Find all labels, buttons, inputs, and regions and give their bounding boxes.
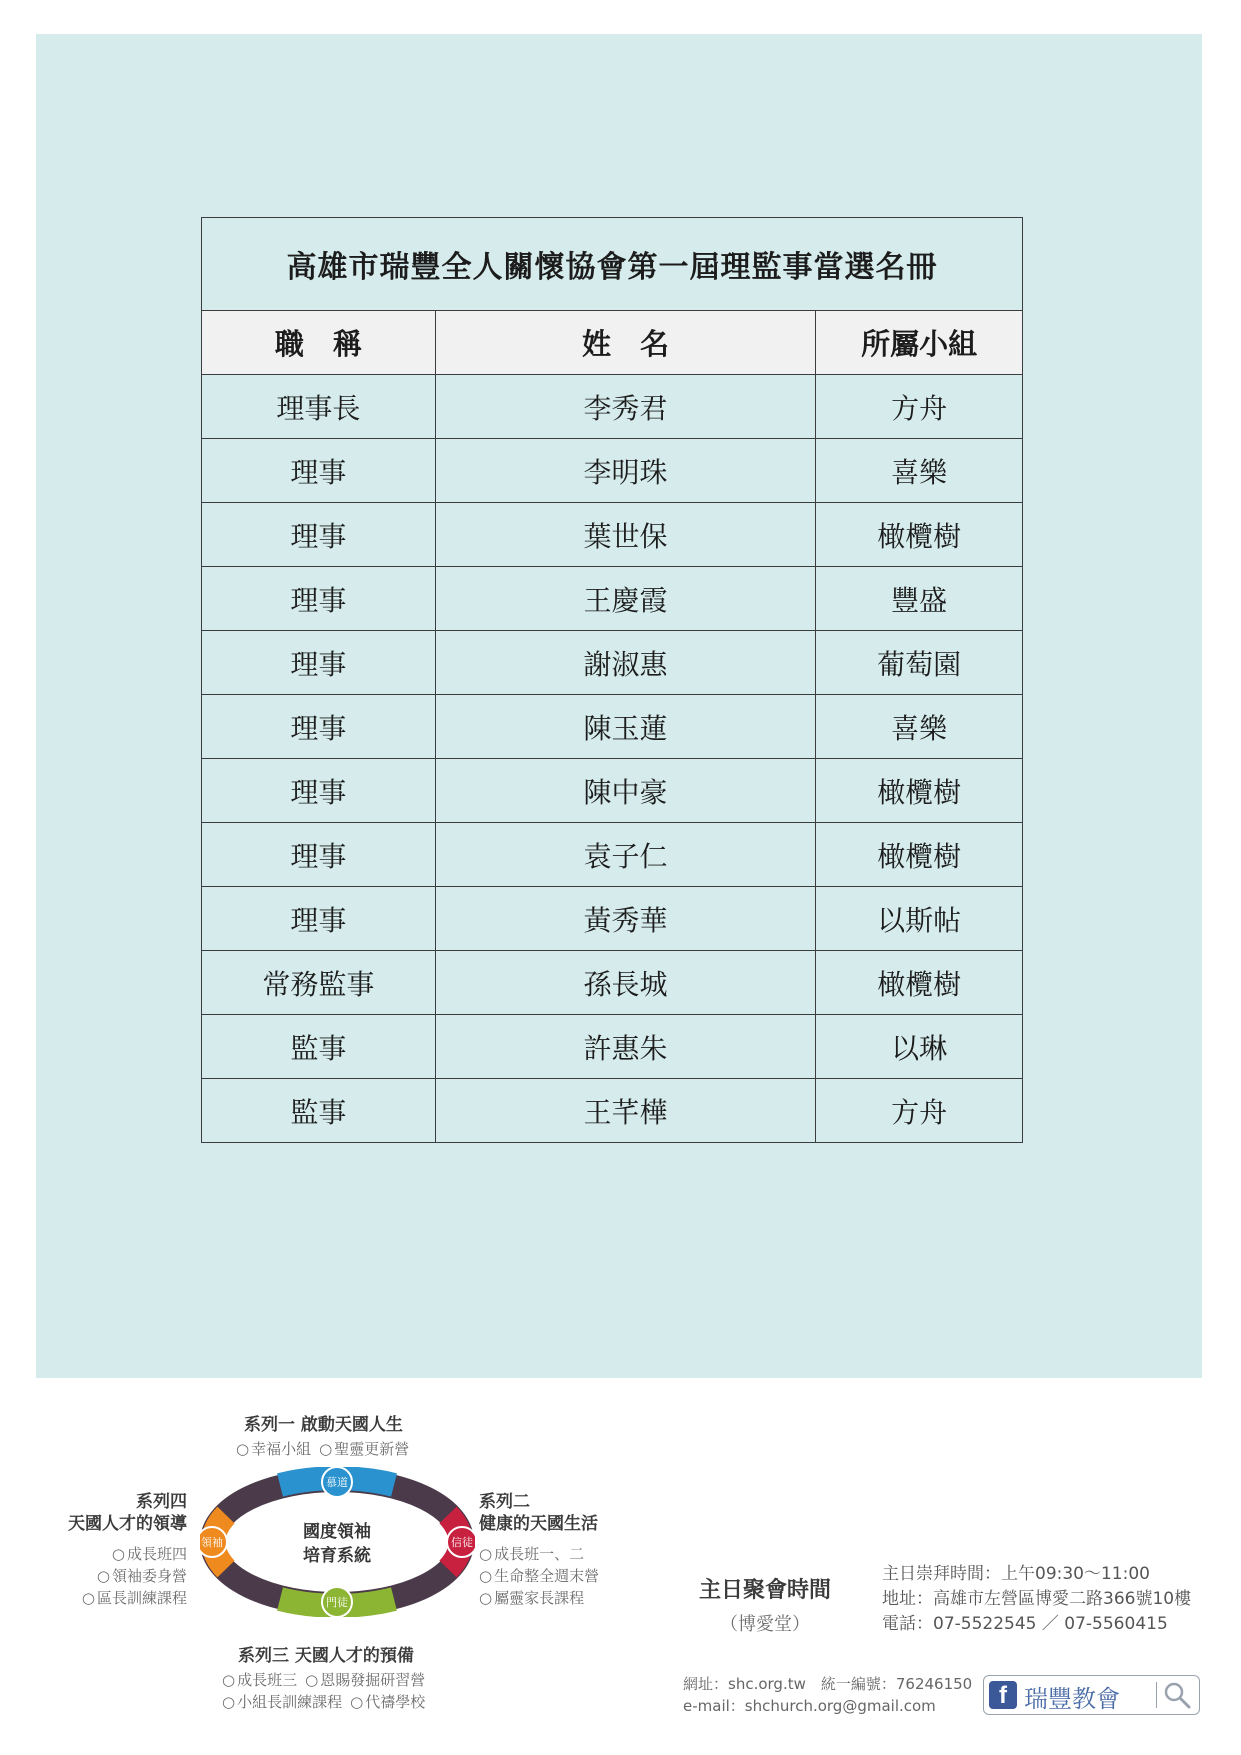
series2-item: ○ 成長班一、二 xyxy=(479,1543,599,1565)
node-bottom-label: 門徒 xyxy=(326,1596,348,1609)
series4-title-line2: 天國人才的領導 xyxy=(68,1514,187,1534)
table-row xyxy=(202,567,1023,631)
cell-position: 理事 xyxy=(202,759,436,823)
website-and-tax-id: 網址：shc.org.tw 統一編號：76246150 xyxy=(683,1675,973,1693)
worship-subtitle: （博愛堂） xyxy=(720,1614,810,1635)
table-row xyxy=(202,695,1023,759)
worship-title: 主日聚會時間 xyxy=(698,1578,831,1603)
cell-name: 陳中豪 xyxy=(435,759,816,823)
cell-group: 橄欖樹 xyxy=(816,503,1023,567)
node-right-label: 信徒 xyxy=(451,1536,473,1549)
cell-group: 橄欖樹 xyxy=(816,823,1023,887)
table-row xyxy=(202,887,1023,951)
series4-item: ○ 成長班四 xyxy=(40,1543,187,1565)
cell-name: 謝淑惠 xyxy=(435,631,816,695)
table-row xyxy=(202,439,1023,503)
search-icon[interactable] xyxy=(1162,1680,1192,1710)
church-phone: 電話：07-5522545 ／ 07-5560415 xyxy=(882,1614,1168,1634)
series4-item: ○ 領袖委身營 xyxy=(40,1565,187,1587)
series2-items xyxy=(479,1543,607,1609)
series3-item: ○ 成長班三 xyxy=(222,1671,297,1689)
series4-title xyxy=(40,1491,187,1535)
series2-item: ○ 屬靈家長課程 xyxy=(479,1587,599,1609)
cell-position: 理事 xyxy=(202,503,436,567)
cell-position: 理事 xyxy=(202,567,436,631)
leadership-wheel-diagram xyxy=(200,1467,475,1617)
cell-position: 監事 xyxy=(202,1079,436,1143)
email-address: e-mail：shchurch.org@gmail.com xyxy=(683,1697,936,1715)
cell-name: 許惠朱 xyxy=(435,1015,816,1079)
cell-group: 方舟 xyxy=(816,1079,1023,1143)
table-row xyxy=(202,375,1023,439)
facebook-search-box[interactable] xyxy=(983,1675,1200,1715)
wheel-ring-dark xyxy=(212,1480,462,1604)
search-divider xyxy=(1156,1682,1157,1708)
header-position: 職 稱 xyxy=(202,311,436,375)
wheel-center-line2: 培育系統 xyxy=(303,1546,371,1566)
table-header-row xyxy=(202,311,1023,375)
series1-title: 系列一 啟動天國人生 xyxy=(244,1415,403,1435)
node-top-label: 慕道 xyxy=(326,1476,348,1489)
facebook-icon: f xyxy=(989,1681,1017,1709)
cell-name: 葉世保 xyxy=(435,503,816,567)
cell-name: 孫長城 xyxy=(435,951,816,1015)
cell-name: 陳玉蓮 xyxy=(435,695,816,759)
church-info xyxy=(882,1562,1191,1637)
table-row xyxy=(202,951,1023,1015)
cell-group: 豐盛 xyxy=(816,567,1023,631)
worship-block xyxy=(690,1573,840,1636)
cell-group: 葡萄園 xyxy=(816,631,1023,695)
worship-time: 主日崇拜時間：上午09:30～11:00 xyxy=(882,1564,1150,1584)
cell-name: 袁子仁 xyxy=(435,823,816,887)
series2-title-line2: 健康的天國生活 xyxy=(479,1514,598,1534)
cell-group: 以琳 xyxy=(816,1015,1023,1079)
series2-title xyxy=(479,1491,598,1535)
series4-item: ○ 區長訓練課程 xyxy=(40,1587,187,1609)
cell-group: 橄欖樹 xyxy=(816,759,1023,823)
roster-table xyxy=(201,217,1023,1143)
cell-name: 李秀君 xyxy=(435,375,816,439)
cell-group: 喜樂 xyxy=(816,439,1023,503)
cell-group: 喜樂 xyxy=(816,695,1023,759)
series3-item: ○ 小組長訓練課程 xyxy=(222,1693,342,1711)
cell-position: 監事 xyxy=(202,1015,436,1079)
series3-item: ○ 代禱學校 xyxy=(350,1693,425,1711)
series1-items xyxy=(236,1438,417,1460)
cell-position: 理事 xyxy=(202,887,436,951)
series1-item: ○ 幸福小組 xyxy=(236,1440,311,1458)
table-row xyxy=(202,759,1023,823)
series3-item: ○ 恩賜發掘研習營 xyxy=(305,1671,425,1689)
table-row xyxy=(202,503,1023,567)
wheel-center-line1: 國度領袖 xyxy=(303,1522,371,1542)
series2-title-line1: 系列二 xyxy=(479,1492,530,1512)
cell-position: 理事 xyxy=(202,439,436,503)
cell-position: 常務監事 xyxy=(202,951,436,1015)
table-row xyxy=(202,823,1023,887)
cell-name: 王芊樺 xyxy=(435,1079,816,1143)
church-address: 地址：高雄市左營區博愛二路366號10樓 xyxy=(882,1589,1192,1609)
series4-title-line1: 系列四 xyxy=(136,1492,187,1512)
series3-items xyxy=(222,1669,433,1713)
series3-title: 系列三 天國人才的預備 xyxy=(238,1646,414,1666)
cell-name: 王慶霞 xyxy=(435,567,816,631)
contact-info xyxy=(683,1673,972,1717)
series2-item: ○ 生命整全週末營 xyxy=(479,1565,599,1587)
cell-position: 理事 xyxy=(202,695,436,759)
facebook-page-name: 瑞豐教會 xyxy=(1024,1685,1120,1713)
table-row xyxy=(202,631,1023,695)
header-group: 所屬小組 xyxy=(816,311,1023,375)
cell-name: 李明珠 xyxy=(435,439,816,503)
table-row xyxy=(202,1079,1023,1143)
cell-name: 黃秀華 xyxy=(435,887,816,951)
header-name: 姓 名 xyxy=(435,311,816,375)
table-row xyxy=(202,1015,1023,1079)
cell-group: 方舟 xyxy=(816,375,1023,439)
node-left-label: 領袖 xyxy=(201,1536,223,1549)
table-title: 高雄市瑞豐全人關懷協會第一屆理監事當選名冊 xyxy=(202,218,1023,311)
cell-position: 理事 xyxy=(202,823,436,887)
cell-position: 理事長 xyxy=(202,375,436,439)
cell-position: 理事 xyxy=(202,631,436,695)
series4-items xyxy=(40,1543,187,1609)
cell-group: 以斯帖 xyxy=(816,887,1023,951)
cell-group: 橄欖樹 xyxy=(816,951,1023,1015)
series1-item: ○ 聖靈更新營 xyxy=(319,1440,409,1458)
